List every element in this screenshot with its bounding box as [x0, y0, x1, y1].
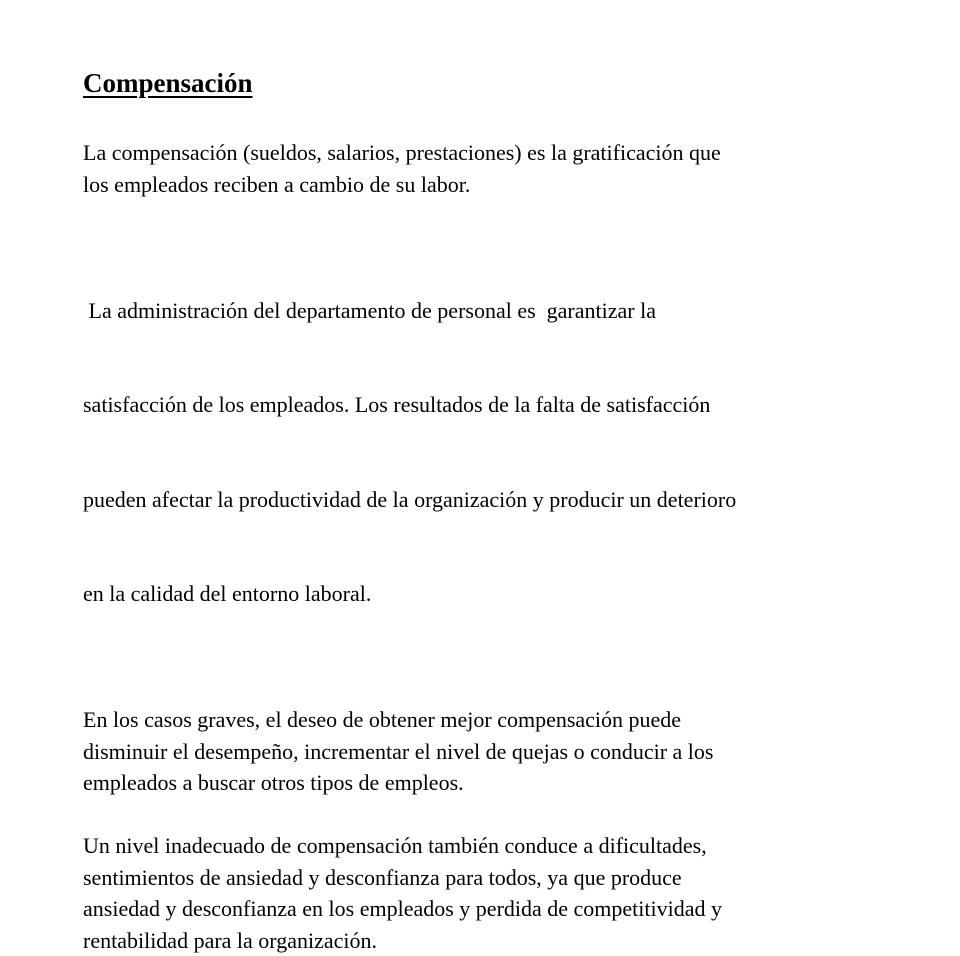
text-line: En los casos graves, el deseo de obtener mejor compensación puede [83, 704, 903, 736]
text-line: La administración del departamento de personal es garantizar la [83, 295, 903, 327]
text-line: satisfacción de los empleados. Los resultados de la falta de satisfacción [83, 389, 903, 421]
slide-title: Compensación [83, 70, 253, 97]
text-line: empleados a buscar otros tipos de empleos. [83, 767, 903, 799]
text-line: rentabilidad para la organización. [83, 925, 903, 956]
text-line: sentimientos de ansiedad y desconfianza para todos, ya que produce [83, 862, 903, 894]
text-line: los empleados reciben a cambio de su labor. [83, 169, 903, 201]
text-line: La compensación (sueldos, salarios, prestaciones) es la gratificación que [83, 137, 903, 169]
slide-body [83, 137, 903, 956]
text-line: Un nivel inadecuado de compensación también conduce a dificultades, [83, 830, 903, 862]
paragraph-administration [83, 232, 903, 673]
paragraph-definition [83, 137, 903, 200]
text-line: en la calidad del entorno laboral. [83, 578, 903, 610]
text-line: ansiedad y desconfianza en los empleados y perdida de competitividad y [83, 893, 903, 925]
paragraph-inadequate-level [83, 830, 903, 956]
paragraph-serious-cases [83, 704, 903, 799]
text-line: pueden afectar la productividad de la organización y producir un deterioro [83, 484, 903, 516]
text-line: disminuir el desempeño, incrementar el nivel de quejas o conducir a los [83, 736, 903, 768]
